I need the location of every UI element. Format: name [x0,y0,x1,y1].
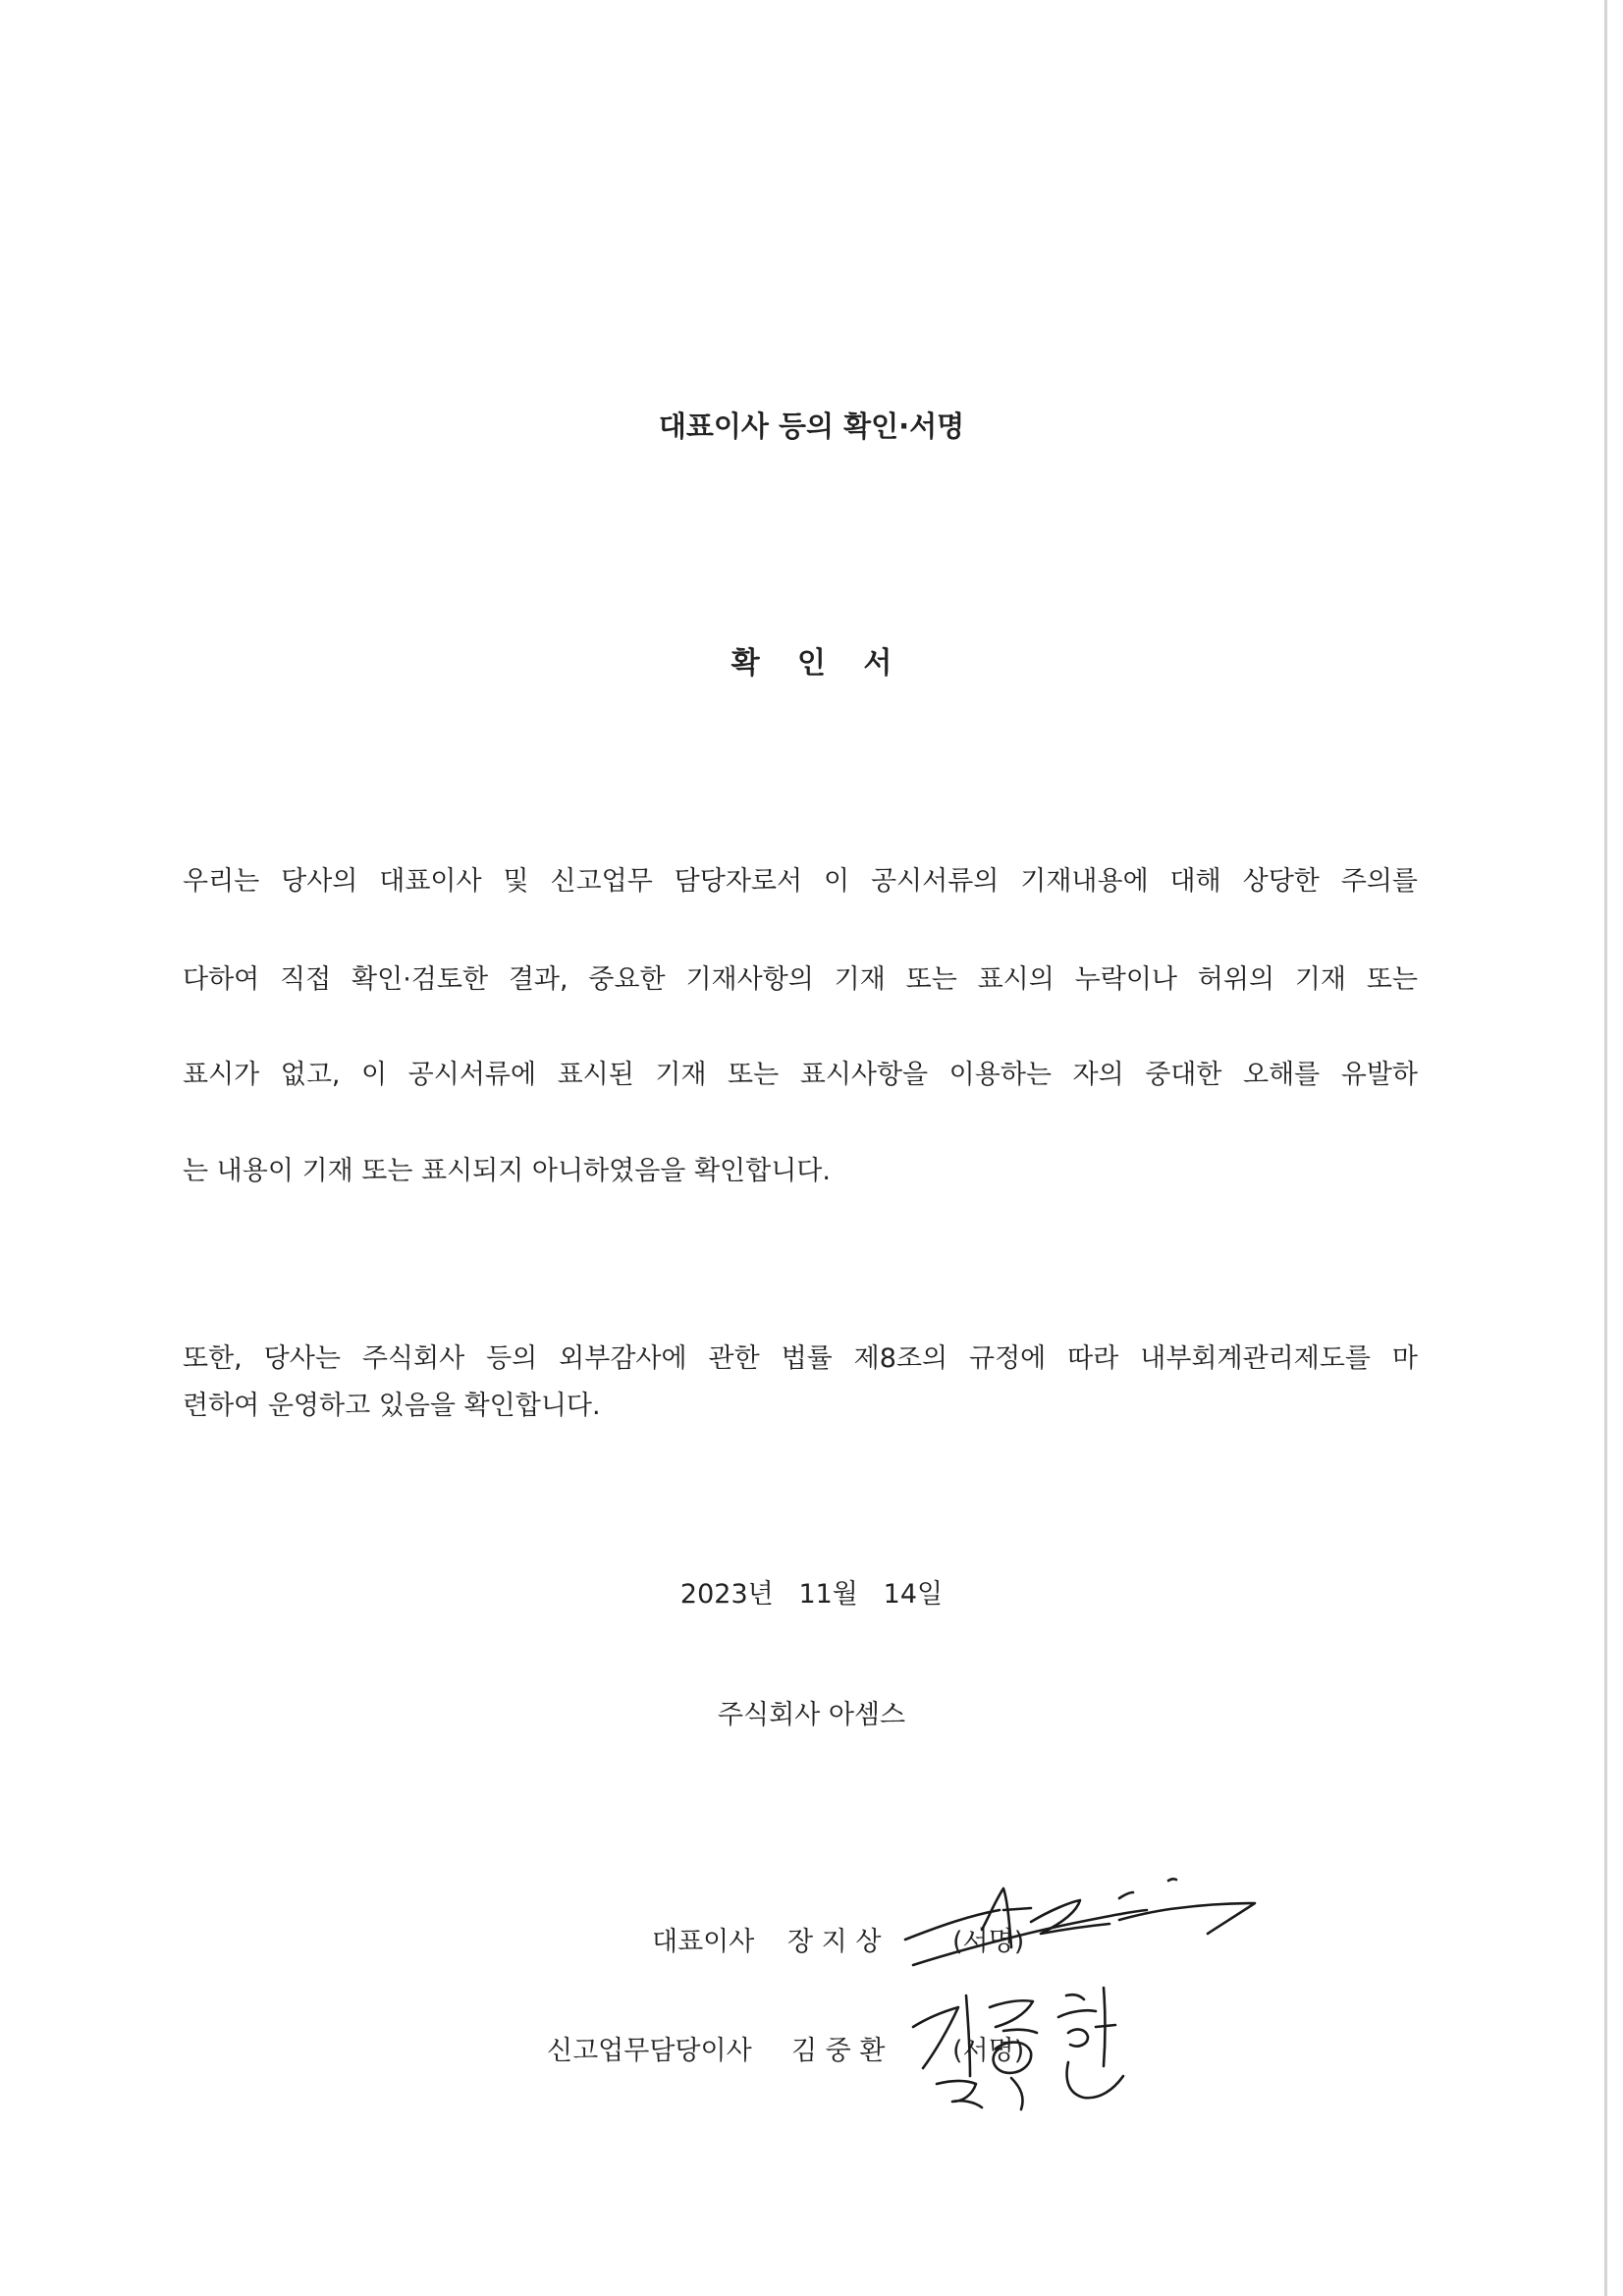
signer-title: 대표이사 [652,1927,755,1957]
signer-name: 장 지 상 [787,1927,882,1957]
document-subheading: 확 인 서 [730,646,906,681]
company-name: 주식회사 아셈스 [717,1700,906,1730]
paragraph-line: 련하여 운영하고 있음을 확인합니다. [183,1391,601,1421]
paragraph-line: 다하여 직접 확인·검토한 결과, 중요한 기재사항의 기재 또는 표시의 누락이나 허위의 기재 또는 [183,964,1418,995]
paragraph-line: 우리는 당사의 대표이사 및 신고업무 담당자로서 이 공시서류의 기재내용에 대해 상당한 주의를 [183,866,1418,897]
document-date: 2023년 11월 14일 [679,1579,944,1610]
paragraph-line: 는 내용이 기재 또는 표시되지 아니하였음을 확인합니다. [183,1156,831,1186]
handwritten-signature-disclosure-officer [893,1974,1149,2131]
page-edge [1604,0,1607,2296]
handwritten-signature-ceo [884,1871,1296,1979]
signature-label: (서명) [952,2036,1025,2066]
signature-label: (서명) [952,1927,1025,1957]
paragraph-line: 또한, 당사는 주식회사 등의 외부감사에 관한 법률 제8조의 규정에 따라 내부회계관리제도를 마 [183,1343,1418,1374]
paragraph-line: 표시가 없고, 이 공시서류에 표시된 기재 또는 표시사항을 이용하는 자의 중대한 오해를 유발하 [183,1060,1418,1090]
signer-title: 신고업무담당이사 [547,2036,752,2066]
document-heading: 대표이사 등의 확인·서명 [658,410,965,443]
signer-name: 김 중 환 [791,2036,886,2066]
